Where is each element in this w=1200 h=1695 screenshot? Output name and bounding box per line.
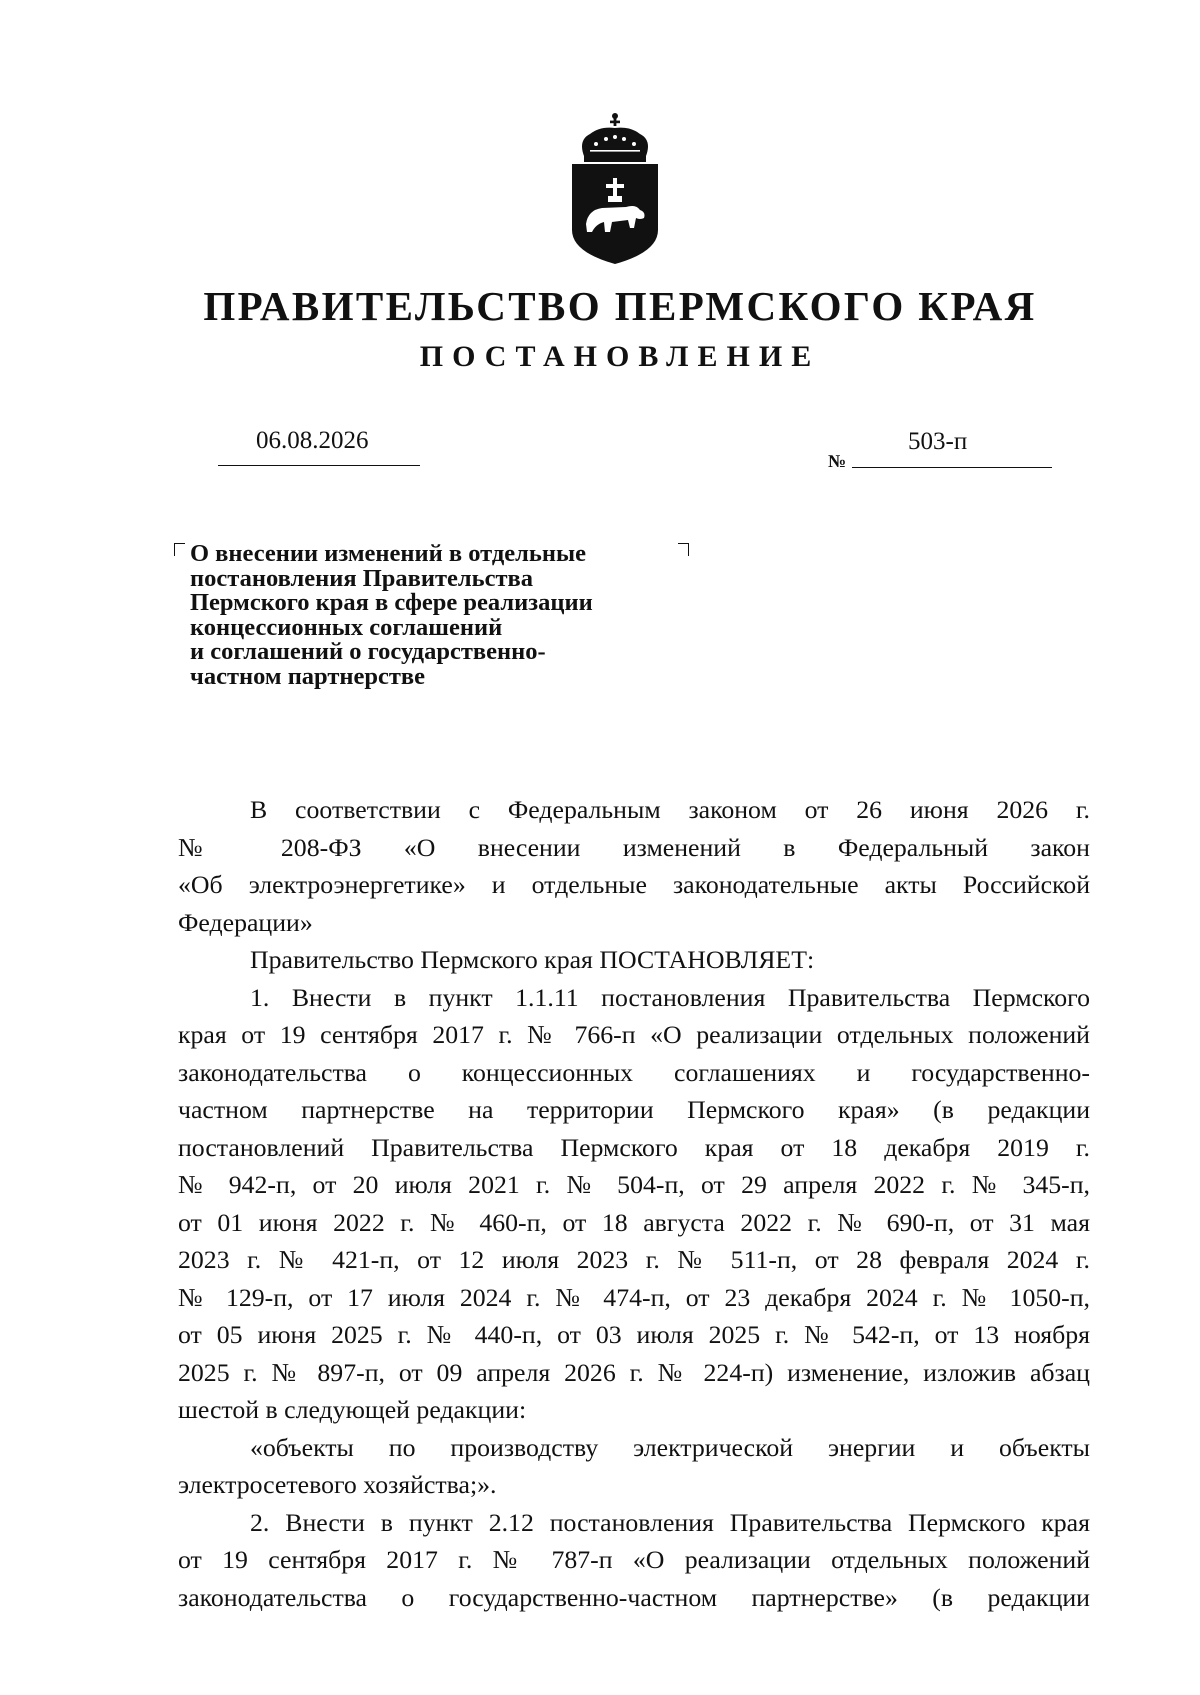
document-date: 06.08.2026 (256, 427, 369, 454)
document-subject (190, 542, 690, 689)
number-sign: № (828, 451, 847, 471)
body-line: законодательства о государственно-частном партнерстве» (в редакции (178, 1582, 1090, 1612)
body-line: 2025 г. № 897-п, от 09 апреля 2026 г. № 224-п) изменение, изложив абзац (178, 1357, 1090, 1387)
body-line: № 208-ФЗ «О внесении изменений в Федеральный закон (178, 832, 1090, 862)
body-line: № 942-п, от 20 июля 2021 г. № 504-п, от 29 апреля 2022 г. № 345-п, (178, 1170, 1090, 1199)
body-line: от 19 сентября 2017 г. № 787-п «О реализации отдельных положений (178, 1545, 1090, 1574)
number-underline (852, 467, 1052, 468)
body-line: 2023 г. № 421-п, от 12 июля 2023 г. № 511-п, от 28 февраля 2024 г. (178, 1245, 1090, 1274)
body-line: 2. Внести в пункт 2.12 постановления Правительства Пермского края (250, 1507, 1090, 1537)
body-line: Федерации» (178, 907, 313, 937)
document-number: 503-п (908, 428, 968, 455)
body-line: № 129-п, от 17 июля 2024 г. № 474-п, от 23 декабря 2024 г. № 1050-п, (178, 1282, 1090, 1312)
body-line: постановлений Правительства Пермского края от 18 декабря 2019 г. (178, 1132, 1090, 1162)
body-line: законодательства о концессионных соглашениях и государственно- (178, 1057, 1090, 1087)
body-line: от 01 июня 2022 г. № 460-п, от 18 августа 2022 г. № 690-п, от 31 мая (178, 1207, 1090, 1237)
date-underline (218, 465, 420, 466)
document-kind: ПОСТАНОВЛЕНИЕ (419, 340, 821, 373)
body-line: от 05 июня 2025 г. № 440-п, от 03 июля 2025 г. № 542-п, от 13 ноября (178, 1320, 1090, 1349)
subject-bracket-left (174, 543, 185, 556)
subject-line: О внесении изменений в отдельные (190, 540, 586, 567)
subject-line: частном партнерстве (190, 662, 426, 690)
body-line: края от 19 сентября 2017 г. № 766-п «О реализации отдельных положений (178, 1020, 1090, 1049)
body-line: Правительство Пермского края ПОСТАНОВЛЯЕТ: (250, 945, 815, 974)
subject-line: и соглашений о государственно- (190, 638, 546, 665)
body-line: В соответствии с Федеральным законом от 26 июня 2026 г. (250, 795, 1090, 824)
body-line: 1. Внести в пункт 1.1.11 постановления Правительства Пермского (250, 982, 1090, 1012)
subject-line: Пермского края в сфере реализации (190, 589, 593, 616)
body-line: «объекты по производству электрической энергии и объекты (250, 1432, 1090, 1462)
body-line: частном партнерстве на территории Пермского края» (в редакции (178, 1095, 1090, 1124)
body-line: шестой в следующей редакции: (178, 1395, 527, 1424)
body-line: электросетевого хозяйства;». (178, 1470, 497, 1499)
coat-of-arms-icon (570, 112, 660, 267)
subject-line: концессионных соглашений (190, 613, 503, 641)
organization-title: ПРАВИТЕЛЬСТВО ПЕРМСКОГО КРАЯ (203, 283, 1037, 329)
document-body (178, 791, 1090, 1616)
body-line: «Об электроэнергетике» и отдельные законодательные акты Российской (178, 870, 1090, 899)
subject-line: постановления Правительства (190, 564, 533, 592)
